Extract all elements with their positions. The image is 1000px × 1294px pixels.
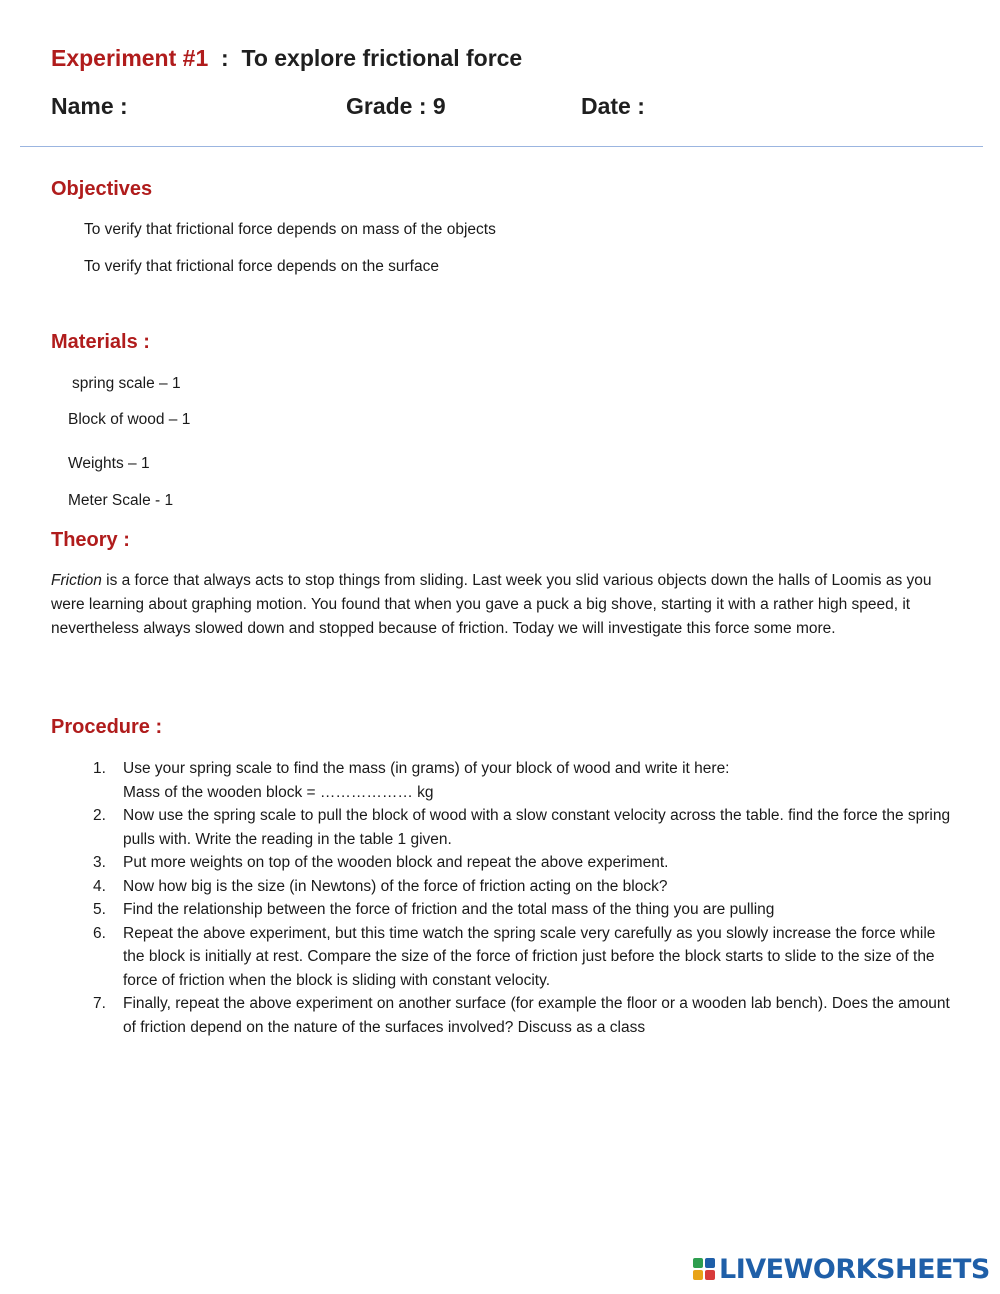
materials-heading: Materials : (51, 331, 150, 353)
procedure-step (93, 757, 953, 804)
step-number: 2. (93, 807, 106, 824)
step-text: Put more weights on top of the wooden block and repeat the above experiment. (123, 854, 669, 871)
procedure-step (93, 922, 953, 993)
experiment-title-text: To explore frictional force (241, 45, 523, 71)
step-number: 1. (93, 760, 106, 777)
liveworksheets-logo-icon (693, 1258, 715, 1280)
logo-square (693, 1270, 703, 1280)
material-item: Block of wood – 1 (68, 411, 191, 428)
step-number: 3. (93, 854, 106, 871)
experiment-title (51, 45, 522, 72)
liveworksheets-logo[interactable] (693, 1254, 990, 1284)
step-number: 6. (93, 924, 106, 942)
logo-square (693, 1258, 703, 1268)
title-separator: : (208, 45, 242, 71)
material-item: spring scale – 1 (72, 375, 181, 392)
step-number: 7. (93, 995, 106, 1012)
mass-blank-line: Mass of the wooden block = ……………… kg (123, 783, 434, 801)
step-number: 4. (93, 877, 106, 895)
material-item: Meter Scale - 1 (68, 492, 174, 509)
step-text: Use your spring scale to find the mass (in grams) of your block of wood and write it here: (123, 760, 730, 777)
procedure-step (93, 992, 953, 1039)
material-item: Weights – 1 (68, 455, 150, 472)
theory-heading: Theory : (51, 529, 130, 551)
step-text: Repeat the above experiment, but this time watch the spring scale very carefully as you slowly increase the force while the block is initially at rest. Compare the size of the force of friction just before the block starts to slide to the size of the force of friction when the block is sliding with constant velocity. (123, 924, 936, 989)
logo-square (705, 1258, 715, 1268)
name-label: Name : (51, 93, 128, 119)
liveworksheets-logo-text: LIVEWORKSHEETS (719, 1253, 990, 1285)
step-text: Now how big is the size (in Newtons) of the force of friction acting on the block? (123, 877, 668, 895)
theory-term: Friction (51, 572, 102, 589)
step-text: Find the relationship between the force of friction and the total mass of the thing you are pulling (123, 901, 775, 918)
theory-text: is a force that always acts to stop things from sliding. Last week you slid various objects down the halls of Loomis as you were learning about graphing motion. You found that when you gave a puck a big shove, starting it with a rather high speed, it nevertheless always slowed down and stopped because of friction. Today we will investigate this force some more. (51, 572, 932, 637)
procedure-step (93, 851, 953, 875)
step-text: Now use the spring scale to pull the block of wood with a slow constant velocity across the table. find the force the spring pulls with. Write the reading in the table 1 given. (123, 807, 951, 848)
procedure-step (93, 875, 953, 899)
procedure-step (93, 898, 953, 922)
procedure-list (93, 757, 953, 1039)
theory-paragraph (51, 569, 951, 641)
step-text: Finally, repeat the above experiment on another surface (for example the floor or a wooden lab bench). Does the amount of friction depend on the nature of the surfaces involved? Discuss as a class (123, 995, 950, 1036)
step-number: 5. (93, 901, 106, 918)
procedure-heading: Procedure : (51, 716, 163, 738)
grade-label: Grade : 9 (346, 93, 446, 119)
date-label: Date : (581, 93, 645, 119)
objective-item: To verify that frictional force depends on mass of the objects (84, 221, 496, 238)
experiment-label: Experiment #1 (51, 45, 209, 71)
header-divider (20, 146, 983, 147)
objectives-heading: Objectives (51, 178, 153, 200)
logo-square (705, 1270, 715, 1280)
objective-item: To verify that frictional force depends on the surface (84, 258, 439, 275)
procedure-step (93, 804, 953, 851)
